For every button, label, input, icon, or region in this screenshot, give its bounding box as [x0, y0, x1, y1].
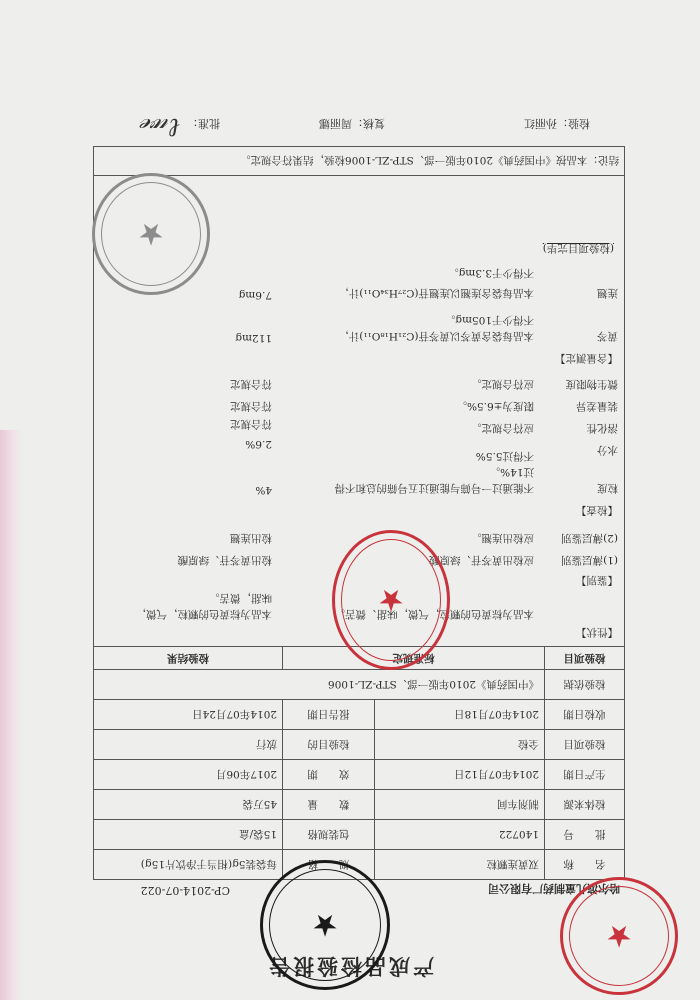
- info-label: 数 量: [283, 790, 375, 820]
- granularity-name: 粒度: [597, 482, 618, 495]
- reviewer-signature: 复核：周丽娜: [319, 117, 385, 130]
- assay1-name: 黄芩: [597, 330, 618, 343]
- table-row: [94, 730, 625, 760]
- info-value: 2014年07月12日: [375, 760, 545, 790]
- info-value: 15袋/盒: [94, 820, 283, 850]
- end-note: (检验项目完毕): [542, 242, 614, 255]
- info-label: 包装规格: [283, 820, 375, 850]
- info-label: 检体来源: [545, 790, 625, 820]
- ident2-name: (2)薄层鉴别: [561, 532, 618, 545]
- info-value: 双黄连颗粒: [375, 850, 545, 880]
- assay2-name: 连翘: [597, 287, 618, 300]
- info-label: 报告日期: [283, 700, 375, 730]
- gray-quality-stamp-bottom: [92, 173, 210, 295]
- inspector-signature: 检验：孙丽红: [524, 117, 590, 130]
- micro-result: 符合规定: [230, 378, 272, 391]
- moisture-standard: 不得过5.5%: [475, 450, 534, 463]
- loading-name: 装量差异: [576, 400, 618, 413]
- section-assay: 【含量测定】: [555, 352, 618, 365]
- company-name: 哈尔滨儿童制药厂有限公司: [488, 882, 620, 895]
- info-label: 名 称: [545, 850, 625, 880]
- approver-handwritten-signature: ℓ𝓌ℯ: [140, 112, 180, 142]
- info-label: 批 号: [545, 820, 625, 850]
- black-quality-stamp-top: [260, 860, 390, 990]
- assay2-standard-2: 不得少于3.3mg。: [448, 267, 534, 280]
- ident2-standard: 应检出连翘。: [471, 532, 534, 545]
- info-label: 生产日期: [545, 760, 625, 790]
- granularity-standard: 不能通过一号筛与能通过五号筛的总和不得: [334, 482, 534, 495]
- info-value: 2014年07月18日: [375, 700, 545, 730]
- solubility-name: 溶化性: [586, 422, 618, 435]
- loading-standard: 限度为±6.5%。: [456, 400, 534, 413]
- ident1-result: 检出黄芩苷、绿原酸: [177, 554, 272, 567]
- info-table: [93, 669, 625, 880]
- assay1-standard-2: 不得少于105mg。: [444, 314, 534, 327]
- header-item: 检验项目: [545, 647, 625, 670]
- red-quality-stamp-middle: [332, 530, 450, 670]
- conclusion-row: [94, 147, 625, 176]
- header-result: 检验结果: [94, 647, 283, 670]
- ident2-result: 检出连翘: [230, 532, 272, 545]
- assay2-standard: 本品每袋含连翘以连翘苷(C₂₇H₃₄O₁₁)计，: [338, 287, 534, 300]
- section-properties: 【性状】: [576, 626, 618, 639]
- moisture-name: 水分: [597, 444, 618, 457]
- section-inspection: 【检查】: [576, 504, 618, 517]
- section-identification: 【鉴别】: [576, 574, 618, 587]
- table-row: [94, 700, 625, 730]
- granularity-result: 4%: [255, 484, 272, 497]
- star-icon: ★: [377, 582, 405, 618]
- properties-result: 本品为棕黄色的颗粒，气微，: [135, 608, 272, 621]
- properties-standard: 本品为棕黄色的颗粒，气微，味甜、微苦。: [334, 608, 534, 621]
- table-row: [94, 820, 625, 850]
- info-label: 收检日期: [545, 700, 625, 730]
- assay1-standard: 本品每袋含黄芩以黄芩苷(C₂₁H₁₈O₁₁)计，: [338, 330, 534, 343]
- approver-label: 批准：: [187, 117, 220, 130]
- loading-result: 符合规定: [230, 400, 272, 413]
- conclusion: 结论：本品按《中国药典》2010年版一部、STP-ZL-1006检验，结果符合规定。: [94, 147, 625, 176]
- ident1-standard: 应检出黄芩苷、绿原酸: [429, 554, 534, 567]
- report-number: CP-2014-07-022: [140, 884, 230, 897]
- solubility-standard: 应符合规定。: [471, 422, 534, 435]
- assay2-result: 7.6mg: [238, 289, 272, 302]
- star-icon: ★: [311, 907, 339, 943]
- info-value: 2014年07月24日: [94, 700, 283, 730]
- assay1-result: 112mg: [235, 332, 272, 345]
- star-icon: ★: [137, 216, 165, 252]
- info-value: 140722: [375, 820, 545, 850]
- info-value: 每袋装5g(相当于净饮片15g): [94, 850, 283, 880]
- solubility-result: 符合规定: [230, 418, 272, 431]
- table-row: [94, 760, 625, 790]
- red-quality-stamp-top: [560, 877, 678, 995]
- info-value: 制剂车间: [375, 790, 545, 820]
- info-label: 检验依据: [545, 670, 625, 700]
- info-value: 45万袋: [94, 790, 283, 820]
- table-row: [94, 670, 625, 700]
- micro-standard: 应符合规定。: [471, 378, 534, 391]
- star-icon: ★: [605, 918, 633, 954]
- granularity-standard-2: 过14%。: [489, 466, 534, 479]
- info-label: 检验目的: [283, 730, 375, 760]
- report-title: 产成品检验报告: [266, 954, 434, 979]
- info-value: 《中国药典》2010年版一部、STP-ZL-1006: [94, 670, 545, 700]
- info-value: 2017年06月: [94, 760, 283, 790]
- info-label: 效 期: [283, 760, 375, 790]
- ident1-name: (1)薄层鉴别: [561, 554, 618, 567]
- header-standard: 标准规定: [283, 647, 545, 670]
- info-label: 检验项目: [545, 730, 625, 760]
- info-value: 全检: [375, 730, 545, 760]
- micro-name: 微生物限度: [565, 378, 618, 391]
- table-row: [94, 790, 625, 820]
- info-label: 规 格: [283, 850, 375, 880]
- info-value: 放行: [94, 730, 283, 760]
- moisture-result: 2.6%: [245, 438, 272, 451]
- properties-result-2: 味甜，微苦。: [209, 592, 272, 605]
